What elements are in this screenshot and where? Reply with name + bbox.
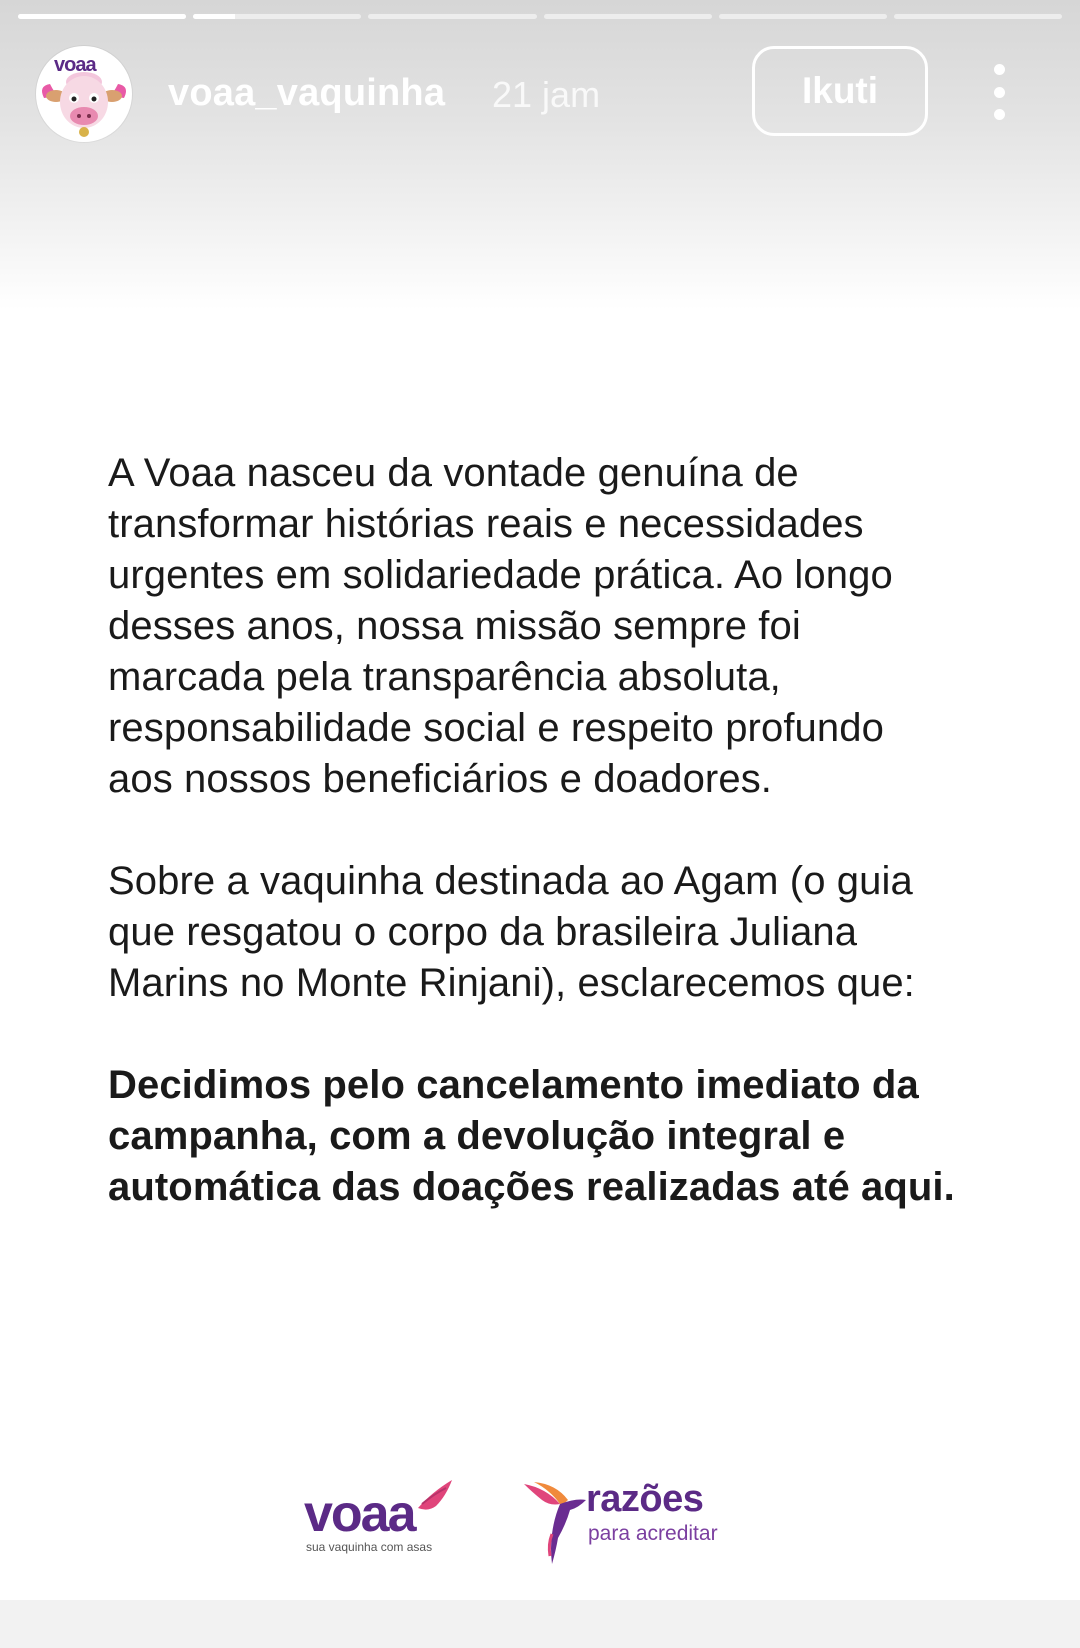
bottom-area xyxy=(0,1600,1080,1648)
story-text-content xyxy=(108,448,958,1213)
razoes-tagline: para acreditar xyxy=(588,1522,718,1545)
follow-button[interactable]: Ikuti xyxy=(752,46,928,136)
progress-segment xyxy=(894,14,1062,19)
progress-segment xyxy=(18,14,186,19)
story-header xyxy=(36,46,1046,142)
post-time: 21 jam xyxy=(492,74,601,115)
progress-segment xyxy=(719,14,887,19)
clarification-paragraph: Sobre a vaquinha destinada ao Agam (o guia que resgatou o corpo da brasileira Juliana Marins no Monte Rinjani), esclarecemos que: xyxy=(108,859,915,1005)
hummingbird-icon xyxy=(520,1478,590,1568)
progress-segment xyxy=(544,14,712,19)
more-vertical-icon xyxy=(994,109,1005,120)
more-options-button[interactable] xyxy=(984,64,1014,120)
voaa-tagline: sua vaquinha com asas xyxy=(306,1540,433,1554)
story-progress-bar xyxy=(18,14,1062,19)
username[interactable]: voaa_vaquinha xyxy=(168,72,446,114)
more-vertical-icon xyxy=(994,87,1005,98)
razoes-logo xyxy=(520,1478,730,1568)
razoes-logo-word: razões xyxy=(586,1478,704,1520)
progress-fill xyxy=(18,14,186,19)
progress-segment xyxy=(193,14,361,19)
voaa-logo-word: voaa xyxy=(304,1485,415,1543)
decision-paragraph: Decidimos pelo cancelamento imediato da campanha, com a devolução integral e automática das doações realizadas até aqui. xyxy=(108,1063,955,1209)
avatar-logo-text: voaa xyxy=(54,54,96,76)
voaa-logo xyxy=(300,1478,460,1558)
avatar[interactable] xyxy=(36,46,132,142)
intro-paragraph: A Voaa nasceu da vontade genuína de transformar histórias reais e necessidades urgentes em solidariedade prática. Ao longo desses anos, nossa missão sempre foi marcada pela transparência absoluta, responsabilidade social e respeito profundo aos nossos beneficiários e doadores. xyxy=(108,451,893,801)
progress-segment xyxy=(368,14,536,19)
logo-row xyxy=(0,1478,1080,1568)
more-vertical-icon xyxy=(994,64,1005,75)
progress-fill xyxy=(193,14,235,19)
